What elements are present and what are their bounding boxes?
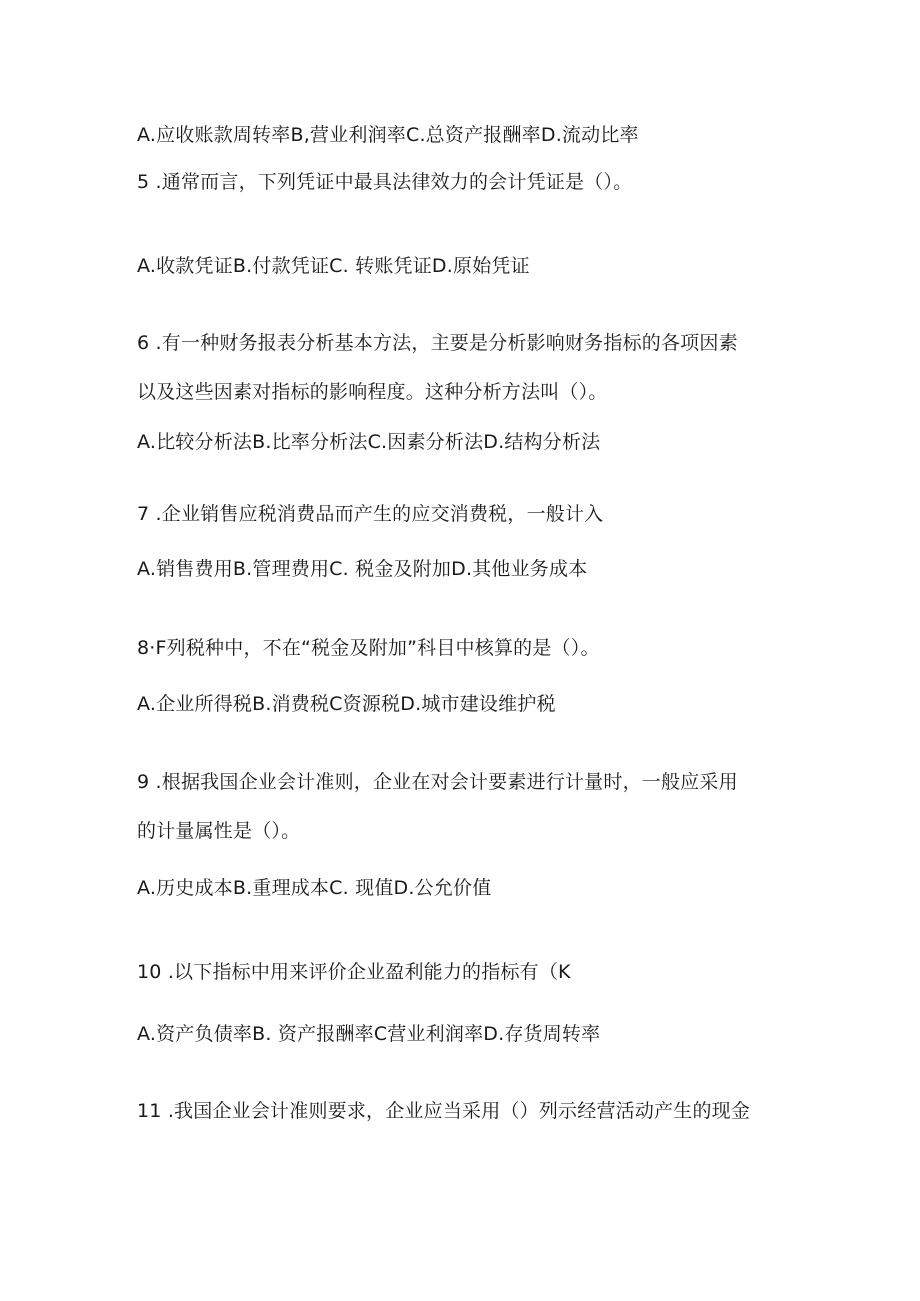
q9-stem-line2: 的计量属性是（）。 xyxy=(137,820,301,842)
q6-stem-line1: 6 .有一种财务报表分析基本方法，主要是分析影响财务指标的各项因素 xyxy=(137,332,738,354)
q8-stem: 8·F列税种中，不在“税金及附加”科目中核算的是（）。 xyxy=(137,637,600,659)
q9-options: A.历史成本B.重理成本C. 现值D.公允价值 xyxy=(137,877,492,899)
q6-options: A.比较分析法B.比率分析法C.因素分析法D.结构分析法 xyxy=(137,431,601,453)
q8-options: A.企业所得税B.消费税C资源税D.城市建设维护税 xyxy=(137,693,556,715)
q11-stem: 11 .我国企业会计准则要求，企业应当采用（）列示经营活动产生的现金 xyxy=(137,1100,751,1122)
q6-stem-line2: 以及这些因素对指标的影响程度。这种分析方法叫（）。 xyxy=(137,381,608,403)
q5-options: A.收款凭证B.付款凭证C. 转账凭证D.原始凭证 xyxy=(137,255,530,277)
q10-options: A.资产负债率B. 资产报酬率C营业利润率D.存货周转率 xyxy=(137,1023,601,1045)
q4-options: A.应收账款周转率B,营业利润率C.总资产报酬率D.流动比率 xyxy=(137,124,639,146)
q7-options: A.销售费用B.管理费用C. 税金及附加D.其他业务成本 xyxy=(137,558,588,580)
q7-stem: 7 .企业销售应税消费品而产生的应交消费税，一般计入 xyxy=(137,503,604,525)
q10-stem: 10 .以下指标中用来评价企业盈利能力的指标有（K xyxy=(137,961,571,983)
q5-stem: 5 .通常而言，下列凭证中最具法律效力的会计凭证是（）。 xyxy=(137,171,633,193)
q9-stem-line1: 9 .根据我国企业会计准则，企业在对会计要素进行计量时，一般应采用 xyxy=(137,771,738,793)
